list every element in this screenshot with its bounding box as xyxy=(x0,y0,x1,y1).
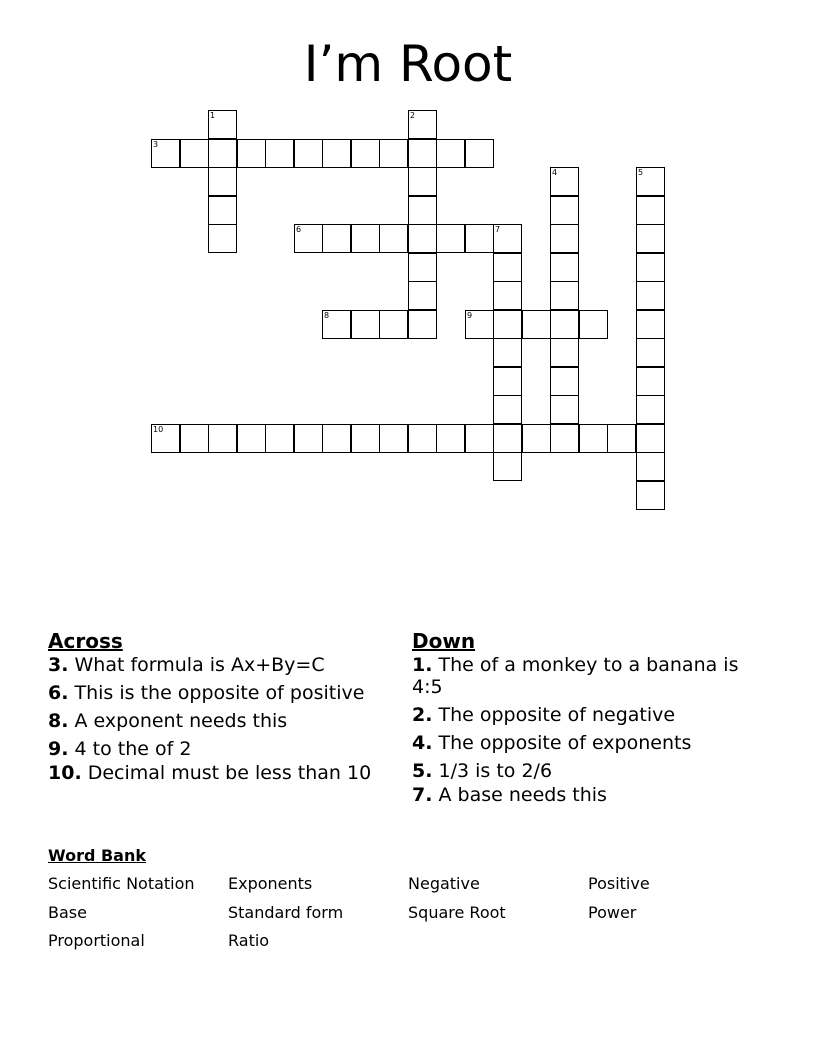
grid-cell xyxy=(351,310,380,339)
grid-cell xyxy=(550,395,579,424)
grid-cell xyxy=(550,310,579,339)
grid-cell xyxy=(208,139,237,168)
grid-cell xyxy=(636,196,665,225)
grid-cell xyxy=(322,139,351,168)
down-clues xyxy=(412,628,757,812)
grid-cell xyxy=(607,424,636,453)
down-clue-7 xyxy=(412,784,757,806)
word-bank-item: Positive xyxy=(588,874,650,893)
grid-cell xyxy=(408,167,437,196)
grid-cell xyxy=(436,424,465,453)
clue-number: 8. xyxy=(48,710,69,732)
clue-number: 1. xyxy=(412,654,433,676)
grid-cell xyxy=(465,424,494,453)
cell-number: 5 xyxy=(638,168,644,177)
clue-text: 4 to the of 2 xyxy=(74,738,192,760)
word-bank-item: Proportional xyxy=(48,931,145,950)
grid-cell xyxy=(636,167,665,196)
grid-cell xyxy=(493,367,522,396)
word-bank-item: Ratio xyxy=(228,931,270,950)
grid-cell xyxy=(493,253,522,282)
grid-cell xyxy=(465,139,494,168)
grid-cell xyxy=(180,424,209,453)
clue-text: A exponent needs this xyxy=(74,710,288,732)
down-clue-4 xyxy=(412,732,757,754)
grid-cell xyxy=(294,139,323,168)
across-heading: Across xyxy=(48,629,123,653)
grid-cell xyxy=(493,338,522,367)
grid-cell xyxy=(265,139,294,168)
grid-cell xyxy=(208,224,237,253)
clue-text: The opposite of negative xyxy=(438,704,676,726)
grid-cell xyxy=(550,167,579,196)
grid-cell xyxy=(151,424,180,453)
grid-cell xyxy=(151,139,180,168)
clue-number: 5. xyxy=(412,760,433,782)
grid-cell xyxy=(550,253,579,282)
grid-cell xyxy=(465,224,494,253)
word-bank-item: Standard form xyxy=(228,903,344,922)
grid-cell xyxy=(636,481,665,510)
grid-cell xyxy=(493,395,522,424)
clue-text: 1/3 is to 2/6 xyxy=(438,760,553,782)
grid-cell xyxy=(408,281,437,310)
down-clue-2 xyxy=(412,704,757,726)
grid-cell xyxy=(408,110,437,139)
grid-cell xyxy=(636,452,665,481)
grid-cell xyxy=(294,424,323,453)
cell-number: 4 xyxy=(552,168,558,177)
clue-number: 9. xyxy=(48,738,69,760)
cell-number: 7 xyxy=(495,225,501,234)
grid-cell xyxy=(636,424,665,453)
grid-cell xyxy=(493,224,522,253)
grid-cell xyxy=(550,281,579,310)
across-clue-3 xyxy=(48,654,398,676)
grid-cell xyxy=(408,224,437,253)
grid-cell xyxy=(636,310,665,339)
clue-text: Decimal must be less than 10 xyxy=(87,762,372,784)
word-bank-item: Scientific Notation xyxy=(48,874,195,893)
clue-number: 3. xyxy=(48,654,69,676)
grid-cell xyxy=(322,310,351,339)
grid-cell xyxy=(351,424,380,453)
grid-cell xyxy=(408,196,437,225)
clue-text: The of a monkey to a banana is 4:5 xyxy=(412,654,739,698)
cell-number: 6 xyxy=(296,225,302,234)
across-clue-8 xyxy=(48,710,398,732)
grid-cell xyxy=(465,310,494,339)
grid-cell xyxy=(522,310,551,339)
grid-cell xyxy=(436,139,465,168)
grid-cell xyxy=(379,139,408,168)
grid-cell xyxy=(237,424,266,453)
across-clue-6 xyxy=(48,682,398,704)
grid-cell xyxy=(493,310,522,339)
cell-number: 3 xyxy=(153,140,159,149)
clue-number: 10. xyxy=(48,762,82,784)
grid-cell xyxy=(493,424,522,453)
cell-number: 2 xyxy=(410,111,416,120)
clue-number: 2. xyxy=(412,704,433,726)
grid-cell xyxy=(408,424,437,453)
grid-cell xyxy=(351,224,380,253)
word-bank-item: Exponents xyxy=(228,874,313,893)
grid-cell xyxy=(493,281,522,310)
grid-cell xyxy=(436,224,465,253)
grid-cell xyxy=(579,424,608,453)
word-bank-item: Power xyxy=(588,903,637,922)
grid-cell xyxy=(522,424,551,453)
grid-cell xyxy=(579,310,608,339)
clue-text: This is the opposite of positive xyxy=(74,682,365,704)
down-heading: Down xyxy=(412,629,476,653)
grid-cell xyxy=(636,224,665,253)
grid-cell xyxy=(265,424,294,453)
grid-cell xyxy=(208,424,237,453)
grid-cell xyxy=(636,367,665,396)
grid-cell xyxy=(408,310,437,339)
cell-number: 9 xyxy=(467,311,473,320)
across-clue-10 xyxy=(48,762,398,784)
clue-text: A base needs this xyxy=(438,784,607,806)
across-clue-9 xyxy=(48,738,398,760)
grid-cell xyxy=(379,424,408,453)
cell-number: 1 xyxy=(210,111,216,120)
clue-text: The opposite of exponents xyxy=(438,732,692,754)
grid-cell xyxy=(208,196,237,225)
puzzle-title: I’m Root xyxy=(303,35,513,93)
cell-number: 10 xyxy=(153,425,164,434)
word-bank-item: Negative xyxy=(408,874,480,893)
grid-cell xyxy=(550,224,579,253)
word-bank-item: Base xyxy=(48,903,87,922)
grid-cell xyxy=(408,253,437,282)
grid-cell xyxy=(493,452,522,481)
cell-number: 8 xyxy=(324,311,330,320)
grid-cell xyxy=(636,338,665,367)
grid-cell xyxy=(636,395,665,424)
grid-cell xyxy=(408,139,437,168)
word-bank-item: Square Root xyxy=(408,903,506,922)
grid-cell xyxy=(550,338,579,367)
clue-number: 4. xyxy=(412,732,433,754)
grid-cell xyxy=(351,139,380,168)
grid-cell xyxy=(550,424,579,453)
clue-number: 7. xyxy=(412,784,433,806)
grid-cell xyxy=(636,281,665,310)
grid-cell xyxy=(379,224,408,253)
across-clues xyxy=(48,628,398,790)
down-clue-5 xyxy=(412,760,757,782)
grid-cell xyxy=(294,224,323,253)
grid-cell xyxy=(208,167,237,196)
grid-cell xyxy=(550,196,579,225)
down-clue-1 xyxy=(412,654,757,698)
clue-text: What formula is Ax+By=C xyxy=(74,654,325,676)
grid-cell xyxy=(322,224,351,253)
grid-cell xyxy=(322,424,351,453)
grid-cell xyxy=(550,367,579,396)
grid-cell xyxy=(180,139,209,168)
grid-cell xyxy=(636,253,665,282)
grid-cell xyxy=(208,110,237,139)
clue-number: 6. xyxy=(48,682,69,704)
word-bank-title: Word Bank xyxy=(48,846,147,865)
grid-cell xyxy=(237,139,266,168)
grid-cell xyxy=(379,310,408,339)
